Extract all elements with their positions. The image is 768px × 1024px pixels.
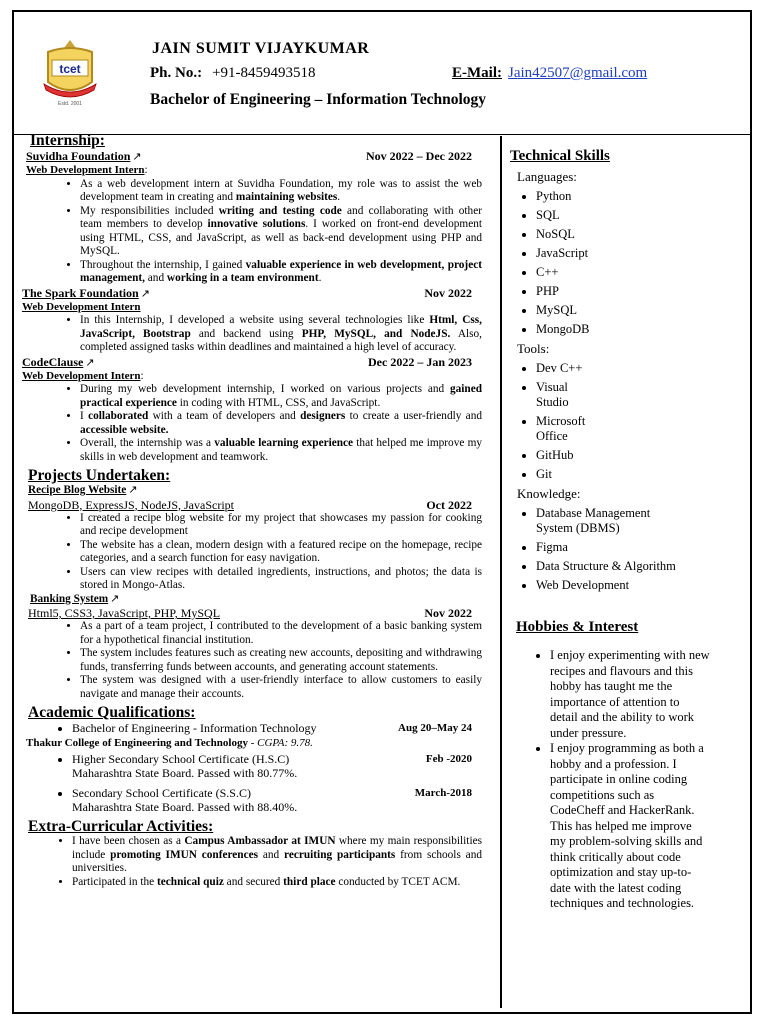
left-column xyxy=(22,132,482,889)
list-item: • SQL xyxy=(536,208,740,223)
external-link-icon[interactable]: ↗ xyxy=(110,592,120,605)
project-1 xyxy=(22,484,482,593)
college-logo xyxy=(38,38,102,108)
skills-heading: Technical Skills xyxy=(510,148,610,164)
list-item: • Throughout the internship, I gained valuable experience in web development, project management, and working in a team environment. xyxy=(80,259,482,286)
bullet-list xyxy=(22,620,482,701)
list-item: • Users can view recipes with detailed ingredients, instructions, and photos; the data is stored in Mongo-Atlas. xyxy=(80,566,482,593)
list-item: • The system was designed with a user-friendly interface to allow customers to easily navigate and manage their accounts. xyxy=(80,674,482,701)
list-item: • Overall, the internship was a valuable learning experience that helped me improve my skills in web development and teamwork. xyxy=(80,437,482,464)
languages-label: Languages: xyxy=(517,169,577,184)
knowledge-list xyxy=(510,506,740,593)
role: Web Development Intern xyxy=(26,164,145,176)
academic-item: • Secondary School Certificate (S.S.C) March-2018 Maharashtra State Board. Passed with 88.40%. xyxy=(72,786,482,814)
internship-1: Suvidha Foundation ↗ Nov 2022 – Dec 2022 Web Development Intern: • As a web development intern at Suvidha Foundation, my role was to assist the web development team in creating and maintaining websites. • My responsibilities included writing and testing code and collaborating with other team members to develop innovative solutions. I worked on front-end development using HTML, CSS, and JavaScript, as well as back-end development using PHP and MySQL. • Throughout the internship, I gained valuable experience in web development, project management, and working in a team environment. xyxy=(22,149,482,286)
email-line xyxy=(452,65,647,82)
extra-heading: Extra-Curricular Activities: xyxy=(28,818,214,835)
list-item: • JavaScript xyxy=(536,246,740,261)
extra-list xyxy=(22,835,482,889)
phone-number: +91-8459493518 xyxy=(212,65,316,81)
list-item: • Visual Studio xyxy=(536,380,596,410)
project-tech: MongoDB, ExpressJS, NodeJS, JavaScript xyxy=(28,497,234,512)
bullet-list xyxy=(22,383,482,464)
projects-heading: Projects Undertaken: xyxy=(28,467,171,484)
external-link-icon[interactable]: ↗ xyxy=(128,484,138,496)
academic-list xyxy=(22,721,482,814)
list-item: • Database Management System (DBMS) xyxy=(536,506,686,536)
list-item: • Python xyxy=(536,189,740,204)
list-item: • During my web development internship, I worked on various projects and gained practical experience in coding with HTML, CSS, and JavaScript. xyxy=(80,383,482,410)
role: Web Development Intern xyxy=(22,300,141,313)
tools-list xyxy=(510,361,740,482)
project-name: Banking System xyxy=(30,592,109,605)
list-item: • I have been chosen as a Campus Ambassador at IMUN where my main responsibilities include promoting IMUN conferences and recruiting participants from schools and universities. xyxy=(72,835,482,876)
list-item: • MongoDB xyxy=(536,322,740,337)
full-name: JAIN SUMIT VIJAYKUMAR xyxy=(152,40,370,57)
tools-label: Tools: xyxy=(517,341,550,356)
email-link[interactable]: Jain42507@gmail.com xyxy=(508,65,648,81)
org-name: CodeClause xyxy=(22,354,84,369)
bullet-list xyxy=(22,314,482,355)
header xyxy=(14,12,750,135)
project-tech: Html5, CSS3, JavaScript, PHP, MySQL xyxy=(28,606,221,620)
phone-label: Ph. No.: xyxy=(150,65,203,81)
list-item: • The system includes features such as creating new accounts, depositing and withdrawing funds, transferring funds between accounts, and generating account statements. xyxy=(80,647,482,674)
project-date: Nov 2022 xyxy=(424,606,472,620)
languages-list xyxy=(510,189,740,337)
right-column xyxy=(510,148,740,914)
list-item: • MySQL xyxy=(536,303,740,318)
logo-text: tcet xyxy=(59,62,81,76)
role: Web Development Intern xyxy=(22,369,141,382)
degree-title: Bachelor of Engineering – Information Technology xyxy=(150,91,486,108)
list-item: • C++ xyxy=(536,265,740,280)
list-item: • Git xyxy=(536,467,740,482)
list-item: • As a web development intern at Suvidha Foundation, my role was to assist the web development team in creating and maintaining websites. xyxy=(80,178,482,205)
list-item: • I enjoy experimenting with new recipes and flavours and this hobby has taught me the importance of attention to detail and the ability to work under pressure. xyxy=(550,648,710,741)
email-label: E-Mail: xyxy=(452,65,502,81)
bullet-list xyxy=(22,512,482,593)
dates: Nov 2022 – Dec 2022 xyxy=(366,149,472,163)
internship-heading: Internship: xyxy=(30,132,105,149)
org-name: Suvidha Foundation xyxy=(26,149,131,163)
phone-line xyxy=(150,65,316,82)
academic-item: • Bachelor of Engineering - Information Technology Aug 20–May 24 Thakur College of Engineering and Technology - CGPA: 9.78. xyxy=(72,721,482,750)
knowledge-label: Knowledge: xyxy=(517,486,581,501)
bullet-list xyxy=(22,178,482,286)
list-item: • The website has a clean, modern design with a featured recipe on the homepage, recipe categories, and a search function for easy navigation. xyxy=(80,539,482,566)
list-item: • Figma xyxy=(536,540,740,555)
logo-estd: Estd. 2001 xyxy=(58,101,82,107)
list-item: • GitHub xyxy=(536,448,740,463)
dates: Nov 2022 xyxy=(424,285,472,300)
list-item: • NoSQL xyxy=(536,227,740,242)
academic-heading: Academic Qualifications: xyxy=(28,704,196,721)
list-item: • Data Structure & Algorithm xyxy=(536,559,740,574)
list-item: • I created a recipe blog website for my project that showcases my passion for cooking and recipe development xyxy=(80,512,482,539)
list-item: • As a part of a team project, I contributed to the development of a basic banking system for a hypothetical financial institution. xyxy=(80,620,482,647)
dates: Dec 2022 – Jan 2023 xyxy=(368,354,472,369)
resume-page xyxy=(12,10,752,1014)
org-name: The Spark Foundation xyxy=(22,285,139,300)
internship-2 xyxy=(22,286,482,355)
list-item: • PHP xyxy=(536,284,740,299)
project-name: Recipe Blog Website xyxy=(28,484,127,496)
external-link-icon[interactable]: ↗ xyxy=(132,151,142,163)
academic-item: • Higher Secondary School Certificate (H.S.C) Feb -2020 Maharashtra State Board. Passed with 80.77%. xyxy=(72,752,482,780)
column-divider xyxy=(500,136,502,1008)
list-item: • I enjoy programming as both a hobby and a profession. I participate in online coding competitions such as CodeCheff and HackerRank. This has helped me improve my problem-solving skills and think critically about code optimization and stay up-to-date with the latest coding techniques and technologies. xyxy=(550,741,710,912)
list-item: • In this Internship, I developed a website using several technologies like Html, Css, JavaScript, Bootstrap and backend using PHP, MySQL, and NodeJS. Also, completed assigned tasks within deadlines and maintained a high level of accuracy. xyxy=(80,314,482,355)
list-item: • I collaborated with a team of developers and designers to create a user-friendly and accessible website. xyxy=(80,410,482,437)
list-item: • Microsoft Office xyxy=(536,414,606,444)
external-link-icon[interactable]: ↗ xyxy=(85,356,95,369)
internship-3: CodeClause ↗ Dec 2022 – Jan 2023 Web Development Intern: • During my web development internship, I worked on various projects and gained practical experience in coding with HTML, CSS, and JavaScript. • I collaborated with a team of developers and designers to create a user-friendly and accessible website. • Overall, the internship was a valuable learning experience that helped me improve my skills in web development and teamwork. xyxy=(22,355,482,465)
list-item: • Dev C++ xyxy=(536,361,740,376)
external-link-icon[interactable]: ↗ xyxy=(140,287,150,300)
list-item: • My responsibilities included writing and testing code and collaborating with other team members to develop innovative solutions. I worked on front-end development using HTML, CSS, and JavaScript, as well as back-end development using PHP and MySQL. xyxy=(80,205,482,259)
project-2 xyxy=(22,593,482,702)
list-item: • Participated in the technical quiz and secured third place conducted by TCET ACM. xyxy=(72,876,482,890)
project-date: Oct 2022 xyxy=(426,497,472,512)
list-item: • Web Development xyxy=(536,578,740,593)
hobbies-heading: Hobbies & Interest xyxy=(516,619,639,635)
hobbies-section xyxy=(510,648,740,912)
